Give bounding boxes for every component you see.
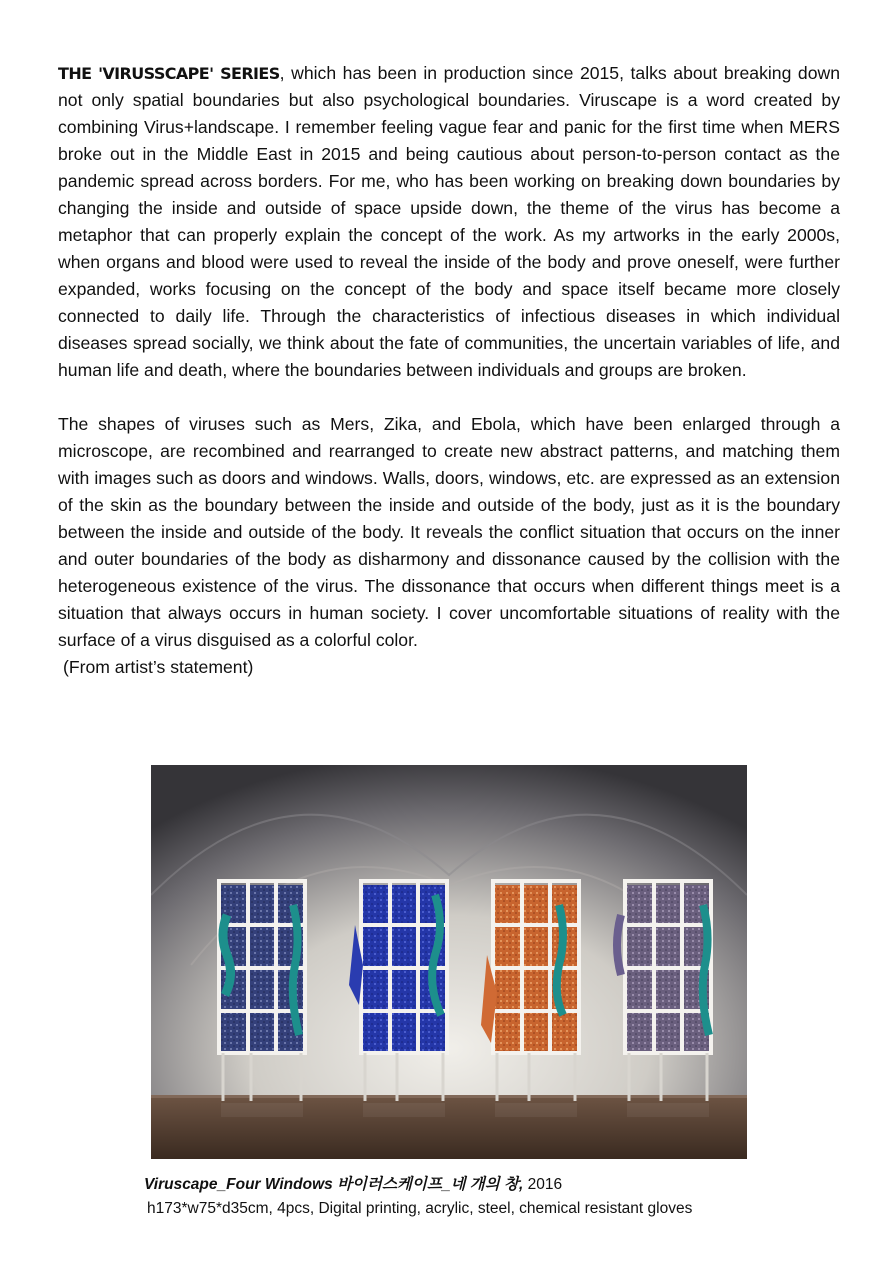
artwork-photo xyxy=(151,765,747,1159)
statement-paragraph-1 xyxy=(58,60,840,384)
statement-attribution: (From artist’s statement) xyxy=(63,657,254,677)
artwork-year: 2016 xyxy=(523,1176,563,1193)
paragraph-1-text: , which has been in production since 2015, talks about breaking down not only spatial boundaries but also psychological boundaries. Viruscape is a word created by combining Virus+landscape. I remember feeling vague fear and panic for the first time when MERS broke out in the Middle East in 2015 and being cautious about person-to-person contact as the pandemic spread across borders. For me, who has been working on breaking down boundaries by changing the inside and outside of space upside down, the theme of the virus has become a metaphor that can properly explain the concept of the work. As my artworks in the early 2000s, when organs and blood were used to reveal the inside of the body and prove oneself, were further expanded, works focusing on the concept of the body and space itself became more closely connected to daily life. Through the characteristics of infectious diseases in which individual diseases spread socially, we think about the fate of communities, the uncertain variables of life, and human life and death, where the boundaries between individuals and groups are broken. xyxy=(58,63,840,380)
statement-text xyxy=(58,60,840,681)
artwork-caption-line-1 xyxy=(144,1173,784,1197)
series-title: THE 'VIRUSSCAPE' SERIES xyxy=(58,64,280,83)
artwork-details: h173*w75*d35cm, 4pcs, Digital printing, acrylic, steel, chemical resistant gloves xyxy=(147,1200,693,1217)
artwork-caption xyxy=(144,1173,784,1221)
artwork-title: Viruscape_Four Windows 바이러스케이프_네 개의 창, xyxy=(144,1176,524,1193)
statement-paragraph-2: The shapes of viruses such as Mers, Zika, and Ebola, which have been enlarged through a microscope, are recombined and rearranged to create new abstract patterns, and matching them with images such as doors and windows. Walls, doors, windows, etc. are expressed as an extension of the skin as the boundary between the inside and outside of the body, just as it is the boundary between the inside and outside of the body. It reveals the conflict situation that occurs on the inner and outer boundaries of the body as disharmony and dissonance caused by the collision with the heterogeneous existence of the virus. The dissonance that occurs when different things meet is a situation that always occurs in human society. I cover uncomfortable situations of reality with the surface of a virus disguised as a colorful color. xyxy=(58,414,840,650)
